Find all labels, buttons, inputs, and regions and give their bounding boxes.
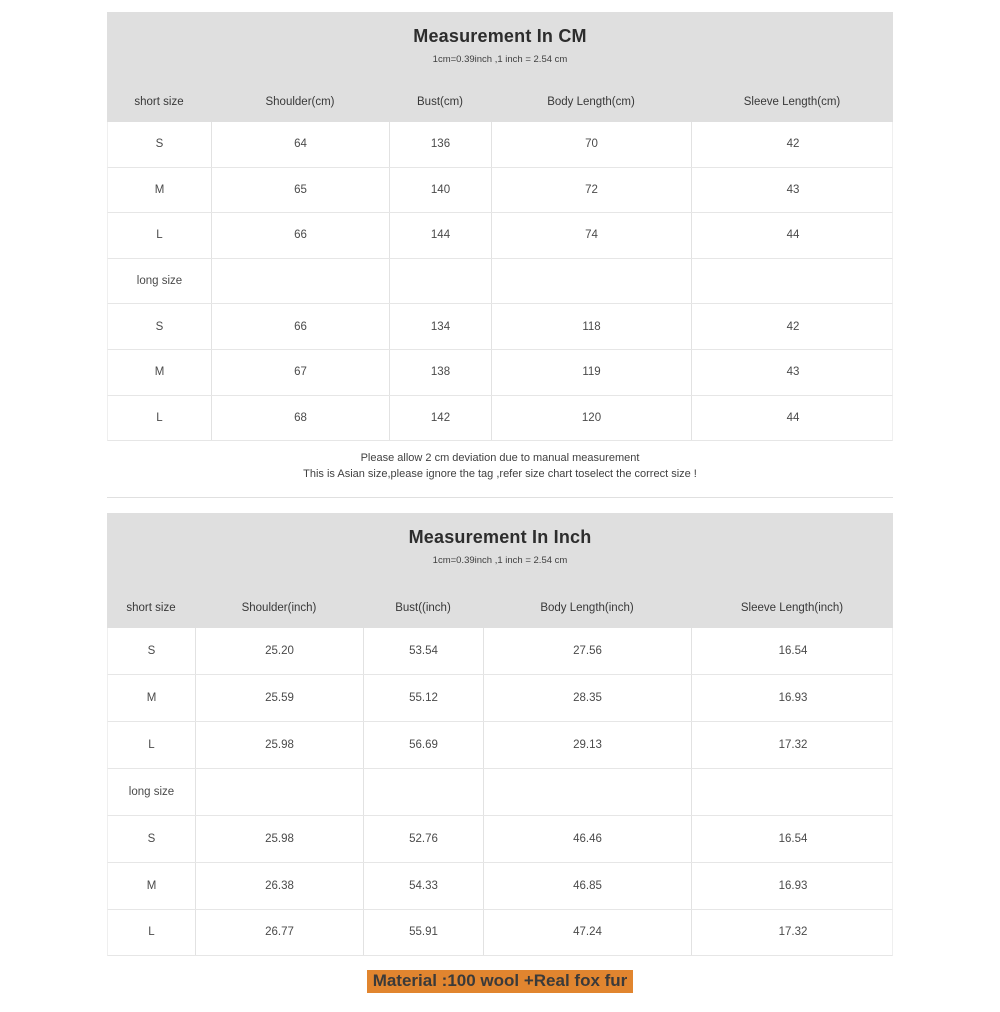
body-length-cell: 70 <box>492 122 692 167</box>
shoulder-cell: 25.98 <box>196 722 364 768</box>
sleeve-length-cell: 43 <box>786 366 800 379</box>
cm-table-header <box>107 12 893 122</box>
column-header-size: short size <box>126 602 176 615</box>
body-length-cell: 119 <box>492 350 692 395</box>
sleeve-length-cell: 17.32 <box>778 738 808 751</box>
body-length-cell: 72 <box>492 168 692 213</box>
table-row <box>107 396 893 442</box>
table-row <box>107 675 893 722</box>
table-row-long-size <box>107 769 893 816</box>
cm-table <box>107 12 893 498</box>
table-row <box>107 816 893 863</box>
shoulder-cell: 26.38 <box>196 863 364 909</box>
table-row <box>107 304 893 350</box>
size-cell: L <box>108 722 196 768</box>
table-row <box>107 122 893 168</box>
note-asian-size: This is Asian size,please ignore the tag ,refer size chart toselect the correct size ! <box>303 468 697 481</box>
sleeve-length-cell: 16.93 <box>778 879 808 892</box>
shoulder-cell: 64 <box>212 122 390 167</box>
shoulder-cell: 26.77 <box>196 910 364 956</box>
measurement-notes <box>107 441 893 498</box>
inch-table-title: Measurement In Inch <box>408 527 592 548</box>
cm-table-subtitle: 1cm=0.39inch ,1 inch = 2.54 cm <box>432 54 568 65</box>
table-row-long-size <box>107 259 893 305</box>
bust-cell: 144 <box>390 213 492 258</box>
bust-cell: 134 <box>390 304 492 349</box>
bust-cell: 55.12 <box>364 675 484 721</box>
size-cell: M <box>108 863 196 909</box>
column-header-body-length: Body Length(cm) <box>547 96 635 108</box>
size-cell: S <box>108 122 212 167</box>
body-length-cell: 46.85 <box>484 863 692 909</box>
bust-cell: 53.54 <box>364 628 484 674</box>
inch-table-header <box>107 513 893 628</box>
table-row <box>107 350 893 396</box>
inch-column-headers <box>107 602 893 628</box>
bust-cell: 52.76 <box>364 816 484 862</box>
inch-table-body <box>107 628 893 956</box>
table-row <box>107 863 893 910</box>
sleeve-length-cell: 16.54 <box>778 832 808 845</box>
body-length-cell: 120 <box>492 396 692 441</box>
bust-cell <box>364 769 484 815</box>
body-length-cell: 118 <box>492 304 692 349</box>
bust-cell: 56.69 <box>364 722 484 768</box>
table-row <box>107 168 893 214</box>
bust-cell: 136 <box>390 122 492 167</box>
body-length-cell: 47.24 <box>484 910 692 956</box>
size-cell: long size <box>108 259 212 304</box>
bust-cell: 140 <box>390 168 492 213</box>
sleeve-length-cell: 17.32 <box>778 926 808 939</box>
shoulder-cell: 67 <box>212 350 390 395</box>
size-cell: L <box>108 396 212 441</box>
size-cell: L <box>108 910 196 956</box>
column-header-sleeve-length: Sleeve Length(cm) <box>743 96 841 108</box>
note-deviation: Please allow 2 cm deviation due to manual measurement <box>360 452 640 465</box>
size-cell: S <box>108 816 196 862</box>
shoulder-cell: 65 <box>212 168 390 213</box>
bust-cell <box>390 259 492 304</box>
body-length-cell: 29.13 <box>484 722 692 768</box>
column-header-bust: Bust(cm) <box>417 96 463 108</box>
shoulder-cell: 25.98 <box>196 816 364 862</box>
body-length-cell: 27.56 <box>484 628 692 674</box>
cm-table-body <box>107 122 893 441</box>
body-length-cell: 74 <box>492 213 692 258</box>
shoulder-cell <box>212 259 390 304</box>
table-row <box>107 910 893 957</box>
size-cell: L <box>108 213 212 258</box>
shoulder-cell: 68 <box>212 396 390 441</box>
shoulder-cell: 25.20 <box>196 628 364 674</box>
cm-table-title: Measurement In CM <box>413 26 587 46</box>
table-row <box>107 628 893 675</box>
material-label: Material :100 wool +Real fox fur <box>367 970 634 993</box>
shoulder-cell: 25.59 <box>196 675 364 721</box>
material-footer <box>107 970 893 993</box>
bust-cell: 142 <box>390 396 492 441</box>
table-row <box>107 213 893 259</box>
sleeve-length-cell: 43 <box>786 183 800 196</box>
column-header-sleeve-length: Sleeve Length(inch) <box>740 602 844 615</box>
body-length-cell <box>484 769 692 815</box>
sleeve-length-cell: 42 <box>786 320 800 333</box>
bust-cell: 55.91 <box>364 910 484 956</box>
size-cell: M <box>108 350 212 395</box>
table-row <box>107 722 893 769</box>
size-cell: long size <box>108 769 196 815</box>
size-cell: M <box>108 168 212 213</box>
size-chart-sheet <box>107 12 893 993</box>
body-length-cell: 46.46 <box>484 816 692 862</box>
column-header-shoulder: Shoulder(cm) <box>265 96 335 108</box>
sleeve-length-cell: 16.54 <box>778 645 808 658</box>
column-header-shoulder: Shoulder(inch) <box>241 602 317 615</box>
body-length-cell: 28.35 <box>484 675 692 721</box>
sleeve-length-cell: 44 <box>786 411 800 424</box>
bust-cell: 138 <box>390 350 492 395</box>
cm-column-headers <box>107 96 893 122</box>
column-header-size: short size <box>134 96 184 108</box>
body-length-cell <box>492 259 692 304</box>
shoulder-cell: 66 <box>212 213 390 258</box>
inch-table-subtitle: 1cm=0.39inch ,1 inch = 2.54 cm <box>432 555 568 567</box>
sleeve-length-cell <box>692 769 894 815</box>
shoulder-cell: 66 <box>212 304 390 349</box>
bust-cell: 54.33 <box>364 863 484 909</box>
sleeve-length-cell: 16.93 <box>778 691 808 704</box>
sleeve-length-cell <box>692 259 894 304</box>
size-cell: M <box>108 675 196 721</box>
shoulder-cell <box>196 769 364 815</box>
column-header-body-length: Body Length(inch) <box>540 602 634 615</box>
size-cell: S <box>108 304 212 349</box>
size-cell: S <box>108 628 196 674</box>
sleeve-length-cell: 44 <box>786 229 800 242</box>
sleeve-length-cell: 42 <box>786 138 800 151</box>
inch-table <box>107 513 893 956</box>
column-header-bust: Bust((inch) <box>395 602 451 615</box>
